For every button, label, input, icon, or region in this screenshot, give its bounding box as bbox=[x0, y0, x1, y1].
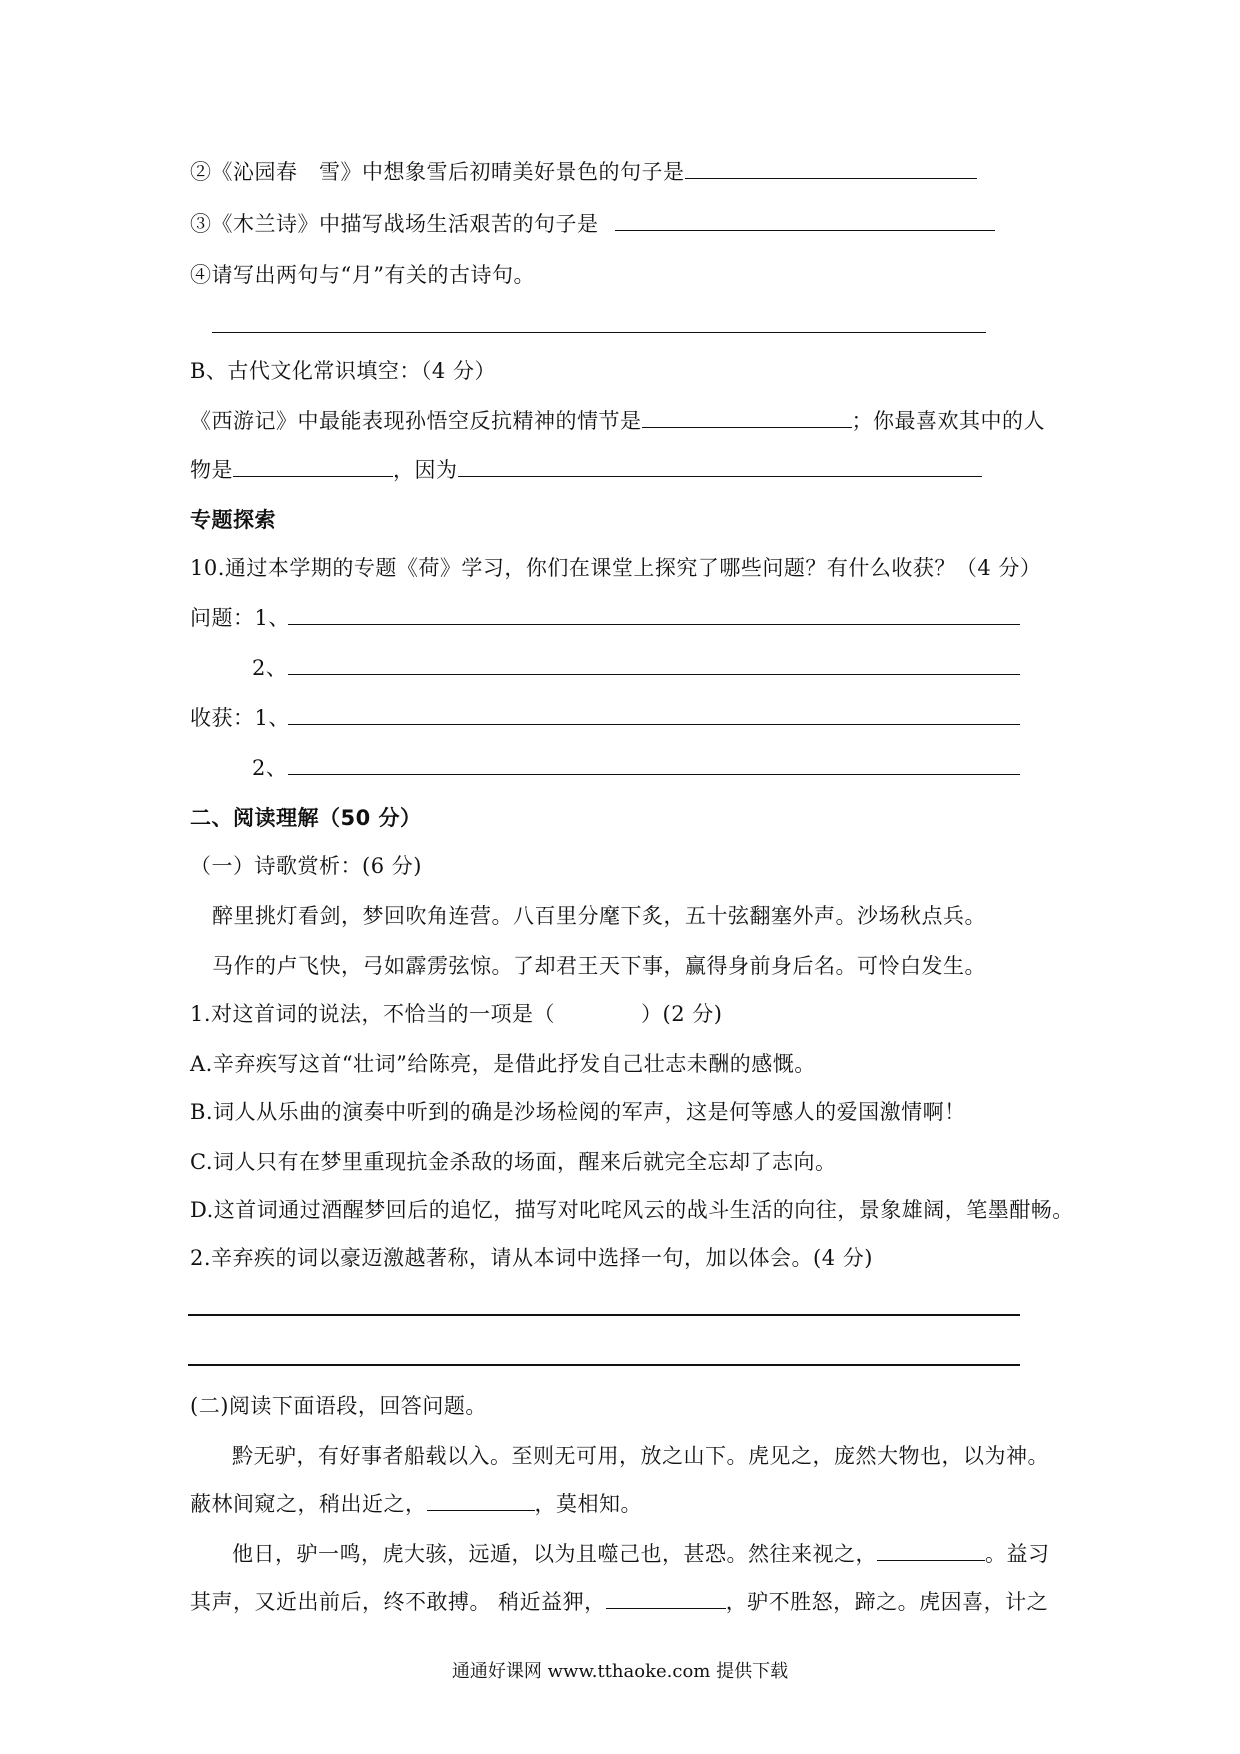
option-a bbox=[190, 1050, 816, 1078]
section-b-line-1 bbox=[190, 407, 1045, 435]
answer-blank[interactable] bbox=[233, 456, 393, 477]
part-1-heading bbox=[190, 852, 422, 880]
answer-line[interactable] bbox=[188, 1314, 1020, 1316]
shouhuo-1-line bbox=[190, 704, 290, 732]
section-explore-text: 专题探索 bbox=[190, 508, 276, 532]
shouhuo-2-line bbox=[252, 754, 287, 782]
option-b bbox=[190, 1098, 966, 1126]
passage-text: 蔽林间窥之，稍出近之， bbox=[190, 1492, 427, 1516]
passage-text: 黔无驴，有好事者船载以入。至则无可用，放之山下。虎见之，庞然大物也，以为神。 bbox=[232, 1444, 1049, 1468]
page-footer bbox=[0, 1660, 1240, 1684]
question-4-text: ④请写出两句与“月”有关的古诗句。 bbox=[190, 263, 535, 287]
question-10-line bbox=[190, 554, 1041, 582]
answer-blank[interactable] bbox=[427, 1490, 535, 1511]
answer-line[interactable] bbox=[288, 724, 1020, 725]
part-2-heading bbox=[190, 1392, 487, 1420]
passage-text: 其声，又近出前后，终不敢搏。 稍近益狎， bbox=[190, 1590, 606, 1614]
passage-text: ，驴不胜怒，蹄之。虎因喜，计之 bbox=[725, 1590, 1049, 1614]
passage-text: 他日，驴一鸣，虎大骇，远遁，以为且噬己也，甚恐。然往来视之， bbox=[232, 1542, 877, 1566]
section-b-text: 物是 bbox=[190, 458, 233, 482]
section-b-text: ；你最喜欢其中的人 bbox=[851, 409, 1045, 433]
mc-question bbox=[190, 1000, 722, 1028]
section-b-text: ，因为 bbox=[393, 458, 458, 482]
answer-line[interactable] bbox=[288, 774, 1020, 775]
question-2b bbox=[190, 1244, 873, 1272]
poem-text: 醉里挑灯看剑，梦回吹角连营。八百里分麾下炙，五十弦翻塞外声。沙场秋点兵。 bbox=[212, 904, 986, 928]
mc-question-text: 1.对这首词的说法，不恰当的一项是（ ）(2 分) bbox=[190, 1002, 723, 1026]
answer-blank[interactable] bbox=[685, 158, 977, 179]
section-b-title bbox=[190, 357, 496, 385]
question-3-line bbox=[190, 210, 995, 238]
answer-blank[interactable] bbox=[606, 1588, 726, 1609]
question-2-line bbox=[190, 158, 977, 186]
passage-para-2-line-1 bbox=[232, 1540, 1050, 1568]
answer-blank[interactable] bbox=[615, 210, 995, 231]
passage-text: ，莫相知。 bbox=[534, 1492, 642, 1516]
passage-para-2-line-2 bbox=[190, 1588, 1048, 1616]
answer-line[interactable] bbox=[288, 674, 1020, 675]
passage-para-1-line-2 bbox=[190, 1490, 642, 1518]
question-2-text: ②《沁园春 雪》中想象雪后初晴美好景色的句子是 bbox=[190, 160, 685, 184]
section-b-title-text: B、古代文化常识填空：（4 分） bbox=[190, 359, 496, 383]
option-a-text: A.辛弃疾写这首“壮词”给陈亮，是借此抒发自己壮志未酬的感慨。 bbox=[190, 1052, 816, 1076]
section-b-line-2 bbox=[190, 456, 982, 484]
wenti-2-label: 2、 bbox=[252, 656, 288, 680]
wenti-2-line bbox=[252, 654, 287, 682]
part-2-text: (二)阅读下面语段，回答问题。 bbox=[190, 1394, 487, 1418]
wenti-1-line bbox=[190, 604, 290, 632]
part-1-text: （一）诗歌赏析：(6 分) bbox=[190, 854, 422, 878]
option-c bbox=[190, 1148, 837, 1176]
question-2b-text: 2.辛弃疾的词以豪迈激越著称，请从本词中选择一句，加以体会。(4 分) bbox=[190, 1246, 873, 1270]
answer-line[interactable] bbox=[212, 332, 986, 333]
shouhuo-1-label: 收获：1、 bbox=[190, 706, 290, 730]
answer-blank[interactable] bbox=[642, 407, 852, 428]
poem-line-1 bbox=[212, 902, 986, 930]
section-2-text: 二、阅读理解（50 分） bbox=[190, 806, 422, 830]
passage-para-1-line-1 bbox=[232, 1442, 1049, 1470]
passage-text: 。益习 bbox=[985, 1542, 1050, 1566]
footer-text: 通通好课网 www.tthaoke.com 提供下载 bbox=[451, 1661, 789, 1682]
option-d bbox=[190, 1196, 1074, 1224]
section-2-heading bbox=[190, 804, 422, 832]
poem-text: 马作的卢飞快，弓如霹雳弦惊。了却君王天下事，赢得身前身后名。可怜白发生。 bbox=[212, 954, 986, 978]
question-10-text: 10.通过本学期的专题《荷》学习，你们在课堂上探究了哪些问题？有什么收获？（4 分） bbox=[190, 556, 1042, 580]
answer-blank[interactable] bbox=[458, 456, 982, 477]
section-explore-heading bbox=[190, 506, 276, 534]
shouhuo-2-label: 2、 bbox=[252, 756, 288, 780]
answer-blank[interactable] bbox=[877, 1540, 985, 1561]
poem-line-2 bbox=[212, 952, 986, 980]
wenti-1-label: 问题：1、 bbox=[190, 606, 290, 630]
answer-line[interactable] bbox=[288, 624, 1020, 625]
question-3-text: ③《木兰诗》中描写战场生活艰苦的句子是 bbox=[190, 212, 599, 236]
answer-line[interactable] bbox=[188, 1364, 1020, 1366]
question-4-line bbox=[190, 261, 535, 289]
section-b-text: 《西游记》中最能表现孙悟空反抗精神的情节是 bbox=[190, 409, 642, 433]
option-d-text: D.这首词通过酒醒梦回后的追忆，描写对叱咤风云的战斗生活的向往，景象雄阔，笔墨酣畅。 bbox=[190, 1198, 1074, 1222]
option-c-text: C.词人只有在梦里重现抗金杀敌的场面，醒来后就完全忘却了志向。 bbox=[190, 1150, 837, 1174]
option-b-text: B.词人从乐曲的演奏中听到的确是沙场检阅的军声，这是何等感人的爱国激情啊！ bbox=[190, 1100, 966, 1124]
